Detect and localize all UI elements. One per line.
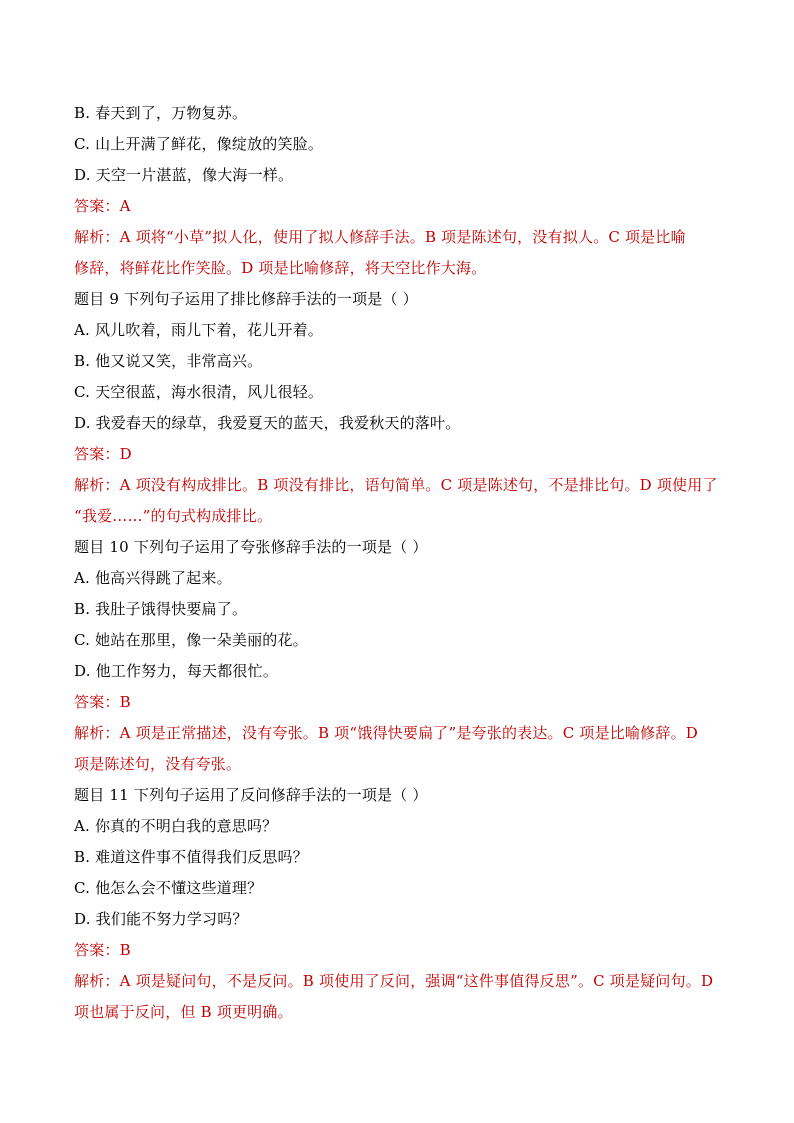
analysis-line-2: 项也属于反问，但 B 项更明确。 xyxy=(74,1003,293,1021)
option-a: A. 他高兴得跳了起来。 xyxy=(74,569,232,587)
option-c: C. 山上开满了鲜花，像绽放的笑脸。 xyxy=(74,135,324,153)
answer-label: 答案： xyxy=(74,197,120,215)
option-b: B. 他又说又笑，非常高兴。 xyxy=(74,352,263,370)
option-b: B. 春天到了，万物复苏。 xyxy=(74,104,248,122)
question-stem: 题目 9 下列句子运用了排比修辞手法的一项是（ ） xyxy=(74,290,418,308)
option-d: D. 我爱春天的绿草，我爱夏天的蓝天，我爱秋天的落叶。 xyxy=(74,414,461,432)
option-a: A. 风儿吹着，雨儿下着，花儿开着。 xyxy=(74,321,323,339)
analysis-line-1 xyxy=(74,966,734,997)
analysis-line-2: 项是陈述句，没有夸张。 xyxy=(74,755,242,773)
question-8 xyxy=(74,98,734,284)
answer-value: D xyxy=(119,445,132,463)
analysis-line-2: “我爱……”的句式构成排比。 xyxy=(74,507,273,525)
analysis-label: 解析： xyxy=(74,476,120,494)
answer-label: 答案： xyxy=(74,445,120,463)
option-b: B. 我肚子饿得快要扁了。 xyxy=(74,600,248,618)
answer-value: A xyxy=(119,197,131,215)
analysis-label: 解析： xyxy=(74,228,120,246)
question-9 xyxy=(74,284,734,532)
option-c: C. 他怎么会不懂这些道理？ xyxy=(74,879,263,897)
analysis-text: A 项将“小草”拟人化，使用了拟人修辞手法。B 项是陈述句，没有拟人。C 项是比喻 xyxy=(119,228,686,246)
question-11 xyxy=(74,780,734,1028)
analysis-line-2: 修辞，将鲜花比作笑脸。D 项是比喻修辞，将天空比作大海。 xyxy=(74,259,487,277)
answer-value: B xyxy=(119,693,131,711)
answer-value: B xyxy=(119,941,131,959)
question-stem: 题目 11 下列句子运用了反问修辞手法的一项是（ ） xyxy=(74,786,428,804)
answer-label: 答案： xyxy=(74,693,120,711)
answer-label: 答案： xyxy=(74,941,120,959)
answer-line xyxy=(74,687,734,718)
option-b: B. 难道这件事不值得我们反思吗？ xyxy=(74,848,308,866)
option-d: D. 我们能不努力学习吗？ xyxy=(74,910,248,928)
option-d: D. 他工作努力，每天都很忙。 xyxy=(74,662,279,680)
answer-line xyxy=(74,191,734,222)
analysis-line-1 xyxy=(74,718,734,749)
option-d: D. 天空一片湛蓝，像大海一样。 xyxy=(74,166,294,184)
option-a: A. 你真的不明白我的意思吗？ xyxy=(74,817,278,835)
document-page xyxy=(74,98,734,1028)
analysis-text: A 项是正常描述，没有夸张。B 项“饿得快要扁了”是夸张的表达。C 项是比喻修辞。D xyxy=(119,724,699,742)
analysis-text: A 项没有构成排比。B 项没有排比，语句简单。C 项是陈述句，不是排比句。D 项使用了 xyxy=(119,476,718,494)
answer-line xyxy=(74,439,734,470)
analysis-text: A 项是疑问句，不是反问。B 项使用了反问，强调“这件事值得反思”。C 项是疑问句。D xyxy=(119,972,714,990)
analysis-line-1 xyxy=(74,222,734,253)
analysis-line-1 xyxy=(74,470,734,501)
question-stem: 题目 10 下列句子运用了夸张修辞手法的一项是（ ） xyxy=(74,538,428,556)
answer-line xyxy=(74,935,734,966)
analysis-label: 解析： xyxy=(74,724,120,742)
question-10 xyxy=(74,532,734,780)
option-c: C. 天空很蓝，海水很清，风儿很轻。 xyxy=(74,383,324,401)
analysis-label: 解析： xyxy=(74,972,120,990)
option-c: C. 她站在那里，像一朵美丽的花。 xyxy=(74,631,308,649)
